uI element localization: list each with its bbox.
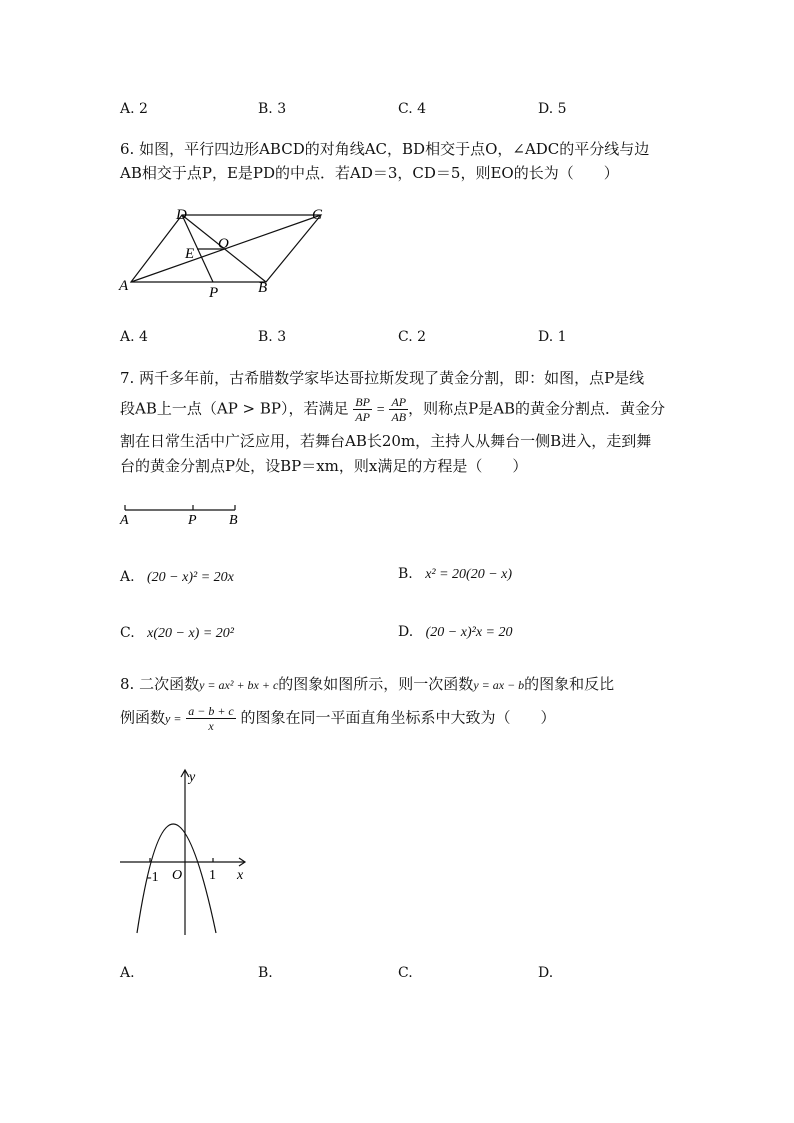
- q7-option-d[interactable]: [398, 624, 512, 641]
- label-b: B: [258, 280, 268, 296]
- q7-fraction-bp-ap: $\frac{BP}{AP}$: [355, 395, 370, 424]
- q7-stem-line2: [120, 395, 665, 424]
- q7-line2-part-b: ，则称点P是AB的黄金分割点．黄金分: [408, 399, 666, 418]
- q6-option-c[interactable]: C. 2: [398, 329, 427, 345]
- q6-option-a[interactable]: A. 4: [120, 329, 148, 345]
- q5-option-c[interactable]: C. 4: [398, 101, 427, 117]
- q5-option-a[interactable]: A. 2: [120, 101, 148, 117]
- graph-label-neg1: -1: [147, 870, 159, 885]
- q7-option-a-letter: A.: [120, 569, 135, 585]
- graph-label-origin: O: [172, 868, 183, 883]
- q8-line2-part-b: 的图象在同一平面直角坐标系中大致为（ ）: [240, 708, 556, 727]
- q8-option-d[interactable]: D.: [538, 965, 554, 981]
- label-a: A: [119, 278, 129, 294]
- q8-y-equals: y =: [165, 711, 182, 726]
- q8-option-a[interactable]: A.: [120, 965, 135, 981]
- q7-option-b-letter: B.: [398, 566, 413, 582]
- q5-option-d[interactable]: D. 5: [538, 101, 567, 117]
- q8-line1-part-b: 的图象如图所示，则一次函数: [278, 675, 474, 693]
- q7-option-d-expr: (20 − x)²x = 20: [425, 625, 513, 640]
- q6-option-d[interactable]: D. 1: [538, 329, 567, 345]
- q8-option-c[interactable]: C.: [398, 965, 413, 981]
- q8-line2-part-a: 例函数: [120, 708, 166, 727]
- q8-parabola-graph: [115, 765, 255, 940]
- label-c: C: [312, 207, 323, 223]
- q7-option-b[interactable]: [398, 566, 512, 583]
- q7-fraction-ap-ab: $\frac{AP}{AB}$: [391, 395, 407, 424]
- label-d: D: [176, 207, 187, 223]
- q7-option-b-expr: x² = 20(20 − x): [425, 567, 513, 582]
- q7-option-c-letter: C.: [120, 625, 135, 641]
- q7-option-d-letter: D.: [398, 624, 414, 640]
- q5-option-b[interactable]: B. 3: [258, 101, 287, 117]
- q8-stem-line1: [120, 671, 614, 698]
- q6-parallelogram-figure: [110, 200, 340, 305]
- segment-label-b: B: [229, 513, 238, 528]
- segment-label-a: A: [120, 513, 129, 528]
- q8-quadratic-expr: y = ax² + bx + c: [199, 678, 279, 692]
- q7-line2-part-a: 段AB上一点（AP > BP），若满足: [120, 399, 349, 418]
- label-e: E: [185, 246, 195, 262]
- q8-stem-line2: [120, 704, 556, 733]
- label-o: O: [218, 236, 229, 252]
- graph-label-1: 1: [209, 868, 216, 883]
- q7-option-a[interactable]: [120, 569, 234, 586]
- q8-line1-part-c: 的图象和反比: [524, 675, 615, 693]
- q6-stem-line2: AB相交于点P，E是PD的中点．若AD＝3，CD＝5，则EO的长为（ ）: [120, 164, 619, 182]
- q7-equals: =: [376, 402, 385, 418]
- q7-option-a-expr: (20 − x)² = 20x: [147, 570, 234, 585]
- q8-line1-part-a: 8. 二次函数: [120, 675, 200, 693]
- q7-stem-line3: 割在日常生活中广泛应用，若舞台AB长20m，主持人从舞台一侧B进入，走到舞: [120, 432, 652, 450]
- q8-option-b[interactable]: B.: [258, 965, 273, 981]
- q8-inverse-fraction: $\frac{a - b + c}{x}$: [188, 704, 234, 733]
- q8-linear-expr: y = ax − b: [473, 678, 525, 692]
- graph-label-y: y: [189, 770, 196, 785]
- graph-label-x: x: [237, 868, 244, 883]
- q7-stem-line1: 7. 两千多年前，古希腊数学家毕达哥拉斯发现了黄金分割，即：如图，点P是线: [120, 369, 645, 387]
- q7-segment-figure: [115, 498, 250, 530]
- segment-label-p: P: [188, 513, 197, 528]
- q7-stem-line4: 台的黄金分割点P处，设BP＝xm，则x满足的方程是（ ）: [120, 457, 528, 475]
- q7-option-c-expr: x(20 − x) = 20²: [147, 626, 234, 641]
- q6-option-b[interactable]: B. 3: [258, 329, 287, 345]
- label-p: P: [209, 285, 219, 301]
- q6-stem-line1: 6. 如图，平行四边形ABCD的对角线AC，BD相交于点O，∠ADC的平分线与边: [120, 140, 650, 158]
- q7-option-c[interactable]: [120, 625, 234, 642]
